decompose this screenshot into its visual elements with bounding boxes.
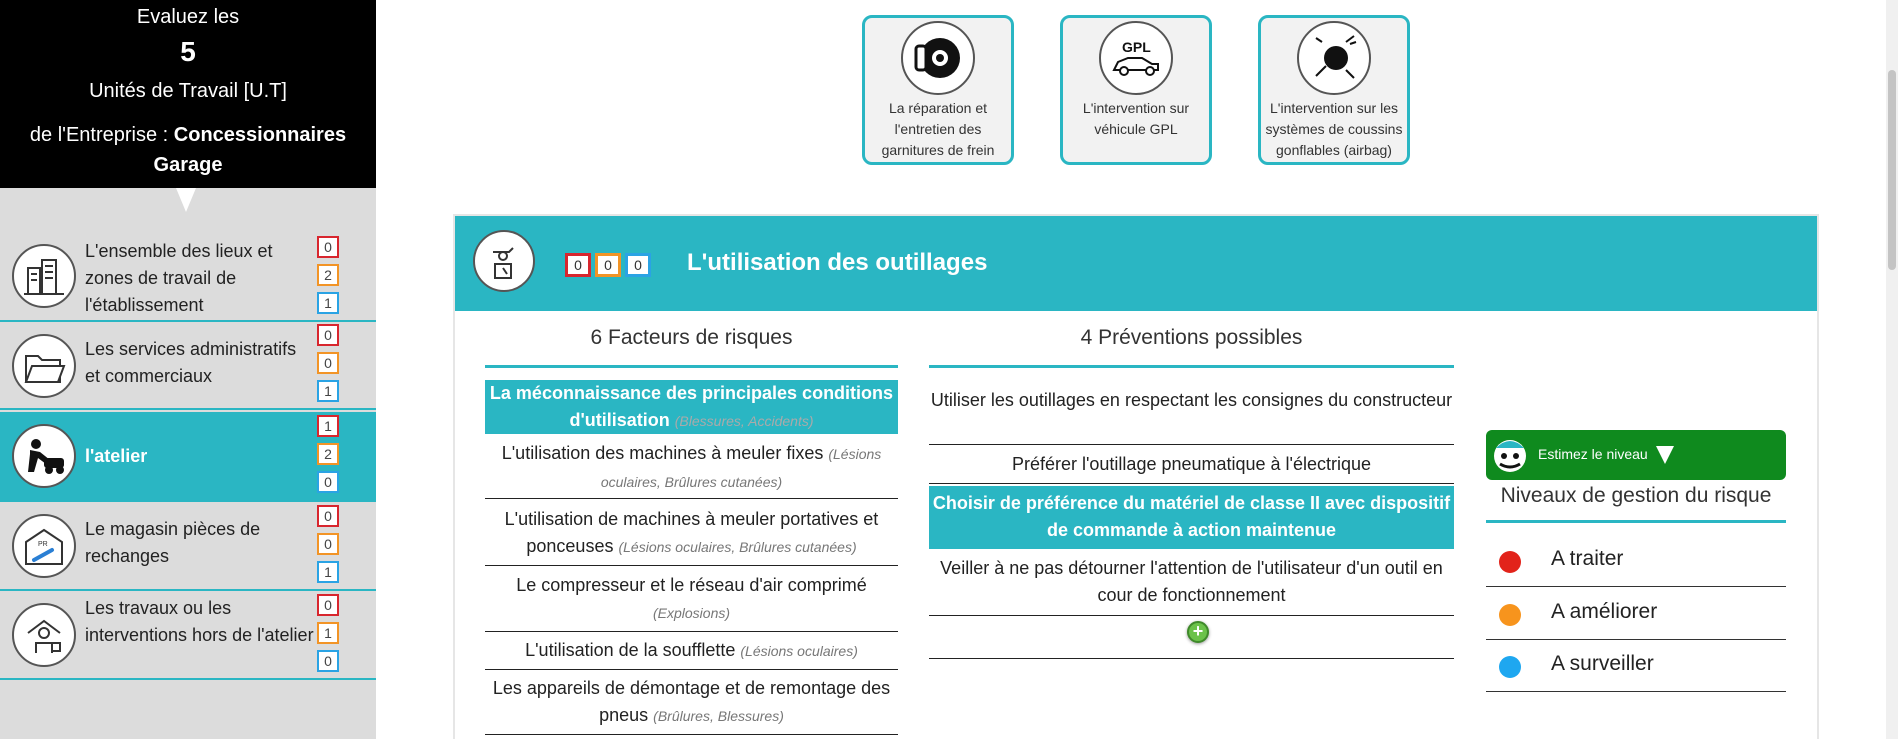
- risk-row[interactable]: [485, 500, 898, 566]
- sidebar-header: [0, 0, 376, 188]
- company-prefix: de l'Entreprise :: [29, 124, 174, 146]
- risk-row-selected[interactable]: [485, 380, 898, 434]
- count-a-traiter: 0: [317, 324, 339, 346]
- prevention-row[interactable]: [929, 551, 1454, 616]
- risk-text: L'utilisation de la soufflette: [525, 640, 736, 660]
- prevention-row[interactable]: [929, 383, 1454, 445]
- count-a-surveiller: 0: [625, 253, 651, 277]
- count-a-surveiller: 1: [317, 380, 339, 402]
- count-a-traiter: 0: [565, 253, 591, 277]
- card-airbag[interactable]: [1258, 15, 1410, 165]
- count-a-ameliorer: 2: [317, 443, 339, 465]
- sidebar-item-label: Les travaux ou les interventions hors de l'atelier: [85, 598, 314, 645]
- count-a-surveiller: 1: [317, 292, 339, 314]
- card-freinage[interactable]: [862, 15, 1014, 165]
- sidebar-item-label: Les services administratifs et commerciaux: [85, 339, 297, 386]
- risk-text: La méconnaissance des principales conditions d'utilisation: [489, 383, 894, 430]
- airbag-icon: [1297, 21, 1371, 95]
- prevention-text: Préférer l'outillage pneumatique à l'électrique: [1011, 454, 1372, 474]
- risk-text: Les appareils de démontage et de remontage des pneus: [492, 678, 891, 725]
- estimate-level-button[interactable]: [1486, 430, 1786, 480]
- sidebar-item-services[interactable]: [0, 322, 376, 410]
- sidebar-item-label: l'atelier: [85, 446, 148, 466]
- legend-label: A améliorer: [1551, 600, 1658, 623]
- company-name: Concessionnaires Garage: [153, 124, 347, 176]
- blue-dot-icon: [1499, 656, 1521, 678]
- folder-icon: [12, 334, 76, 398]
- mechanic-icon: [12, 424, 76, 488]
- legend-item-a-traiter: [1486, 535, 1786, 587]
- legend-label: A traiter: [1551, 547, 1624, 570]
- chevron-down-icon: [1656, 446, 1674, 464]
- card-gpl[interactable]: [1060, 15, 1212, 165]
- risk-row[interactable]: [485, 436, 898, 499]
- count-a-ameliorer: 0: [317, 533, 339, 555]
- red-dot-icon: [1499, 551, 1521, 573]
- count-a-traiter: 0: [317, 594, 339, 616]
- count-a-ameliorer: 2: [317, 264, 339, 286]
- outside-work-icon: [12, 603, 76, 667]
- risk-note: (Lésions oculaires, Brûlures cutanées): [600, 446, 882, 490]
- sidebar-item-label: L'ensemble des lieux et zones de travail de l'établissement: [85, 241, 273, 315]
- parts-store-icon: [12, 514, 76, 578]
- orange-dot-icon: [1499, 604, 1521, 626]
- risk-note: (Explosions): [652, 605, 731, 621]
- sidebar-item-label: Le magasin pièces de rechanges: [85, 519, 261, 566]
- risk-row[interactable]: [485, 567, 898, 632]
- count-a-surveiller: 0: [317, 650, 339, 672]
- count-a-ameliorer: 1: [317, 622, 339, 644]
- vertical-scrollbar[interactable]: [1886, 0, 1898, 739]
- sidebar-item-atelier[interactable]: [0, 412, 376, 502]
- preventions-column-title: 4 Préventions possibles: [1080, 326, 1303, 349]
- sidebar-item-magasin[interactable]: [0, 502, 376, 591]
- risk-text: L'utilisation de machines à meuler portatives et ponceuses: [504, 509, 879, 556]
- prevention-row-selected[interactable]: [929, 486, 1454, 549]
- prevention-text: Choisir de préférence du matériel de classe II avec dispositif de commande à action maintenue: [932, 493, 1451, 540]
- gpl-car-icon: [1099, 21, 1173, 95]
- building-icon: [12, 244, 76, 308]
- estimate-label: Estimez le niveau: [1538, 446, 1648, 462]
- count-a-surveiller: 0: [317, 471, 339, 493]
- svg-text:PR: PR: [38, 541, 48, 548]
- card-label: La réparation et l'entretien des garnitures de frein: [881, 100, 995, 158]
- add-prevention-button[interactable]: +: [1187, 621, 1209, 643]
- brake-disc-icon: [901, 21, 975, 95]
- prevention-text: Utiliser les outillages en respectant les consignes du constructeur: [930, 390, 1453, 410]
- preventions-column-rule: [929, 365, 1454, 368]
- risk-note: (Lésions oculaires, Brûlures cutanées): [618, 539, 857, 555]
- legend-label: A surveiller: [1551, 652, 1654, 675]
- legend-title: Niveaux de gestion du risque: [1500, 484, 1772, 507]
- unit-count: 5: [180, 36, 196, 67]
- legend-item-a-ameliorer: [1486, 588, 1786, 640]
- scrollbar-thumb[interactable]: [1888, 70, 1896, 270]
- header-pointer-arrow: [176, 188, 196, 212]
- prevention-text: Veiller à ne pas détourner l'attention de l'utilisateur d'un outil en cour de fonctionnement: [940, 558, 1443, 605]
- mascot-icon: [1490, 434, 1530, 476]
- risk-row[interactable]: [485, 671, 898, 735]
- card-label: L'intervention sur véhicule GPL: [1082, 100, 1190, 137]
- risk-row[interactable]: [485, 633, 898, 670]
- count-a-ameliorer: 0: [317, 352, 339, 374]
- count-a-traiter: 1: [317, 415, 339, 437]
- legend-item-a-surveiller: [1486, 640, 1786, 692]
- panel-title: L'utilisation des outillages: [687, 249, 988, 276]
- tool-worker-icon: [473, 230, 535, 292]
- sidebar: [0, 0, 376, 739]
- count-a-surveiller: 1: [317, 561, 339, 583]
- panel-header: [455, 216, 1817, 311]
- risk-text: L'utilisation des machines à meuler fixes: [501, 443, 824, 463]
- header-line-1: Evaluez les: [136, 6, 240, 28]
- sidebar-item-hors-atelier[interactable]: [0, 591, 376, 680]
- risk-note: (Lésions oculaires): [740, 643, 858, 659]
- prevention-row[interactable]: [929, 446, 1454, 484]
- risks-column-title: 6 Facteurs de risques: [590, 326, 793, 349]
- card-label: L'intervention sur les systèmes de coussins gonflables (airbag): [1265, 100, 1403, 158]
- gpl-icon-text: GPL: [1122, 39, 1151, 55]
- sidebar-item-lieux[interactable]: [0, 234, 376, 322]
- risk-note: (Brûlures, Blessures): [653, 708, 784, 724]
- header-line-3: Unités de Travail [U.T]: [89, 80, 287, 102]
- count-a-traiter: 0: [317, 505, 339, 527]
- risk-text: Le compresseur et le réseau d'air comprimé: [516, 575, 867, 595]
- company-line: [10, 120, 366, 180]
- count-a-ameliorer: 0: [595, 253, 621, 277]
- legend-rule: [1486, 520, 1786, 523]
- risk-note: (Blessures, Accidents): [674, 413, 814, 429]
- risks-column-rule: [485, 365, 898, 368]
- count-a-traiter: 0: [317, 236, 339, 258]
